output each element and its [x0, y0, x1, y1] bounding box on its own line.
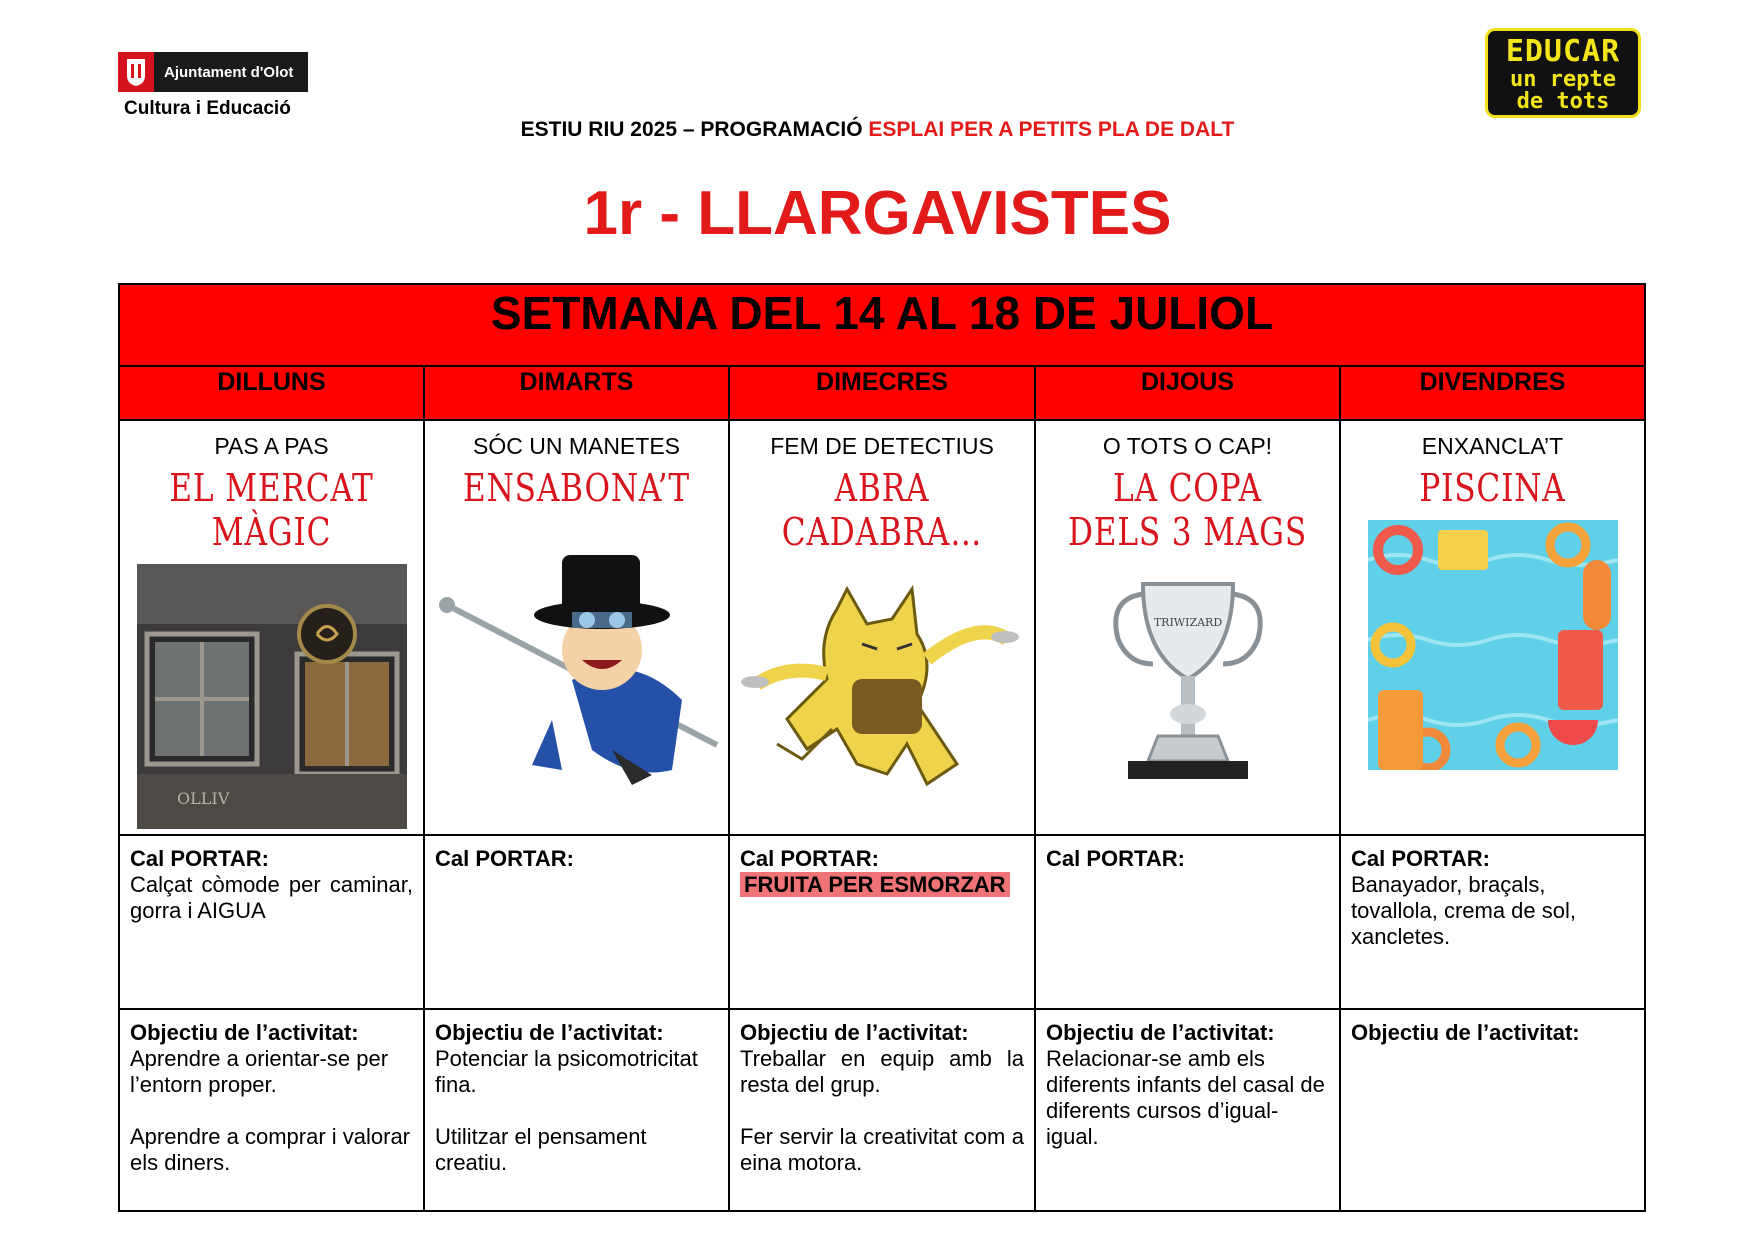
bring-text: Banayador, braçals, tovallola, crema de sol, xancletes. [1351, 872, 1576, 949]
objective-label: Objectiu de l’activitat: [435, 1020, 664, 1045]
objective-text: Aprendre a comprar i valorar els diners. [130, 1124, 411, 1175]
objective-label: Objectiu de l’activitat: [740, 1020, 969, 1045]
objective-label: Objectiu de l’activitat: [1351, 1020, 1580, 1045]
cup-engraving: TRIWIZARD [1153, 616, 1222, 629]
trophy-cup-icon [1036, 564, 1339, 799]
bring-cell [1340, 835, 1645, 1009]
objective-cell [1035, 1009, 1340, 1211]
objective-text: Fer servir la creativitat com a eina motora. [740, 1124, 1024, 1175]
activity-cell [424, 420, 729, 835]
crest-icon [118, 52, 154, 92]
bring-cell [424, 835, 729, 1009]
objective-cell [119, 1009, 424, 1211]
svg-text:OLLIV: OLLIV [176, 789, 229, 808]
educar-logo [1485, 28, 1641, 118]
day-header: DIMARTS [424, 366, 729, 420]
shop-window-icon [120, 564, 423, 834]
activity-theme: FEM DE DETECTIUS [770, 433, 994, 459]
educar-logo-line2: un repte [1510, 67, 1616, 92]
objective-text: Potenciar la psicomotricitat fina. [435, 1046, 698, 1097]
day-header: DILLUNS [119, 366, 424, 420]
bring-label: Cal PORTAR: [740, 846, 879, 871]
day-header: DIMECRES [729, 366, 1035, 420]
week-title: SETMANA DEL 14 AL 18 DE JULIOL [119, 284, 1645, 366]
activity-cell [1035, 420, 1340, 835]
objective-cell [1340, 1009, 1645, 1211]
activity-theme: SÓC UN MANETES [472, 433, 681, 459]
activity-theme: ENXANCLA’T [1421, 433, 1564, 459]
educar-logo-line1: EDUCAR [1505, 34, 1621, 69]
org-name: Ajuntament d'Olot [164, 63, 294, 81]
activity-name: LA COPA DELS 3 MAGS [1067, 466, 1308, 554]
educar-logo-line3: de tots [1516, 89, 1610, 114]
day-header: DIVENDRES [1340, 366, 1645, 420]
org-department: Cultura i Educació [124, 98, 291, 119]
bring-cell [119, 835, 424, 1009]
activity-name: EL MERCAT MÀGIC [169, 466, 374, 554]
day-header: DIJOUS [1035, 366, 1340, 420]
pool-floats-icon [1341, 520, 1644, 775]
activity-name: PISCINA [1419, 466, 1566, 510]
objective-text: Utilitzar el pensament creatiu. [435, 1124, 647, 1175]
bring-cell [1035, 835, 1340, 1009]
activity-name: ENSABONA’T [463, 466, 690, 510]
objective-text: Relacionar-se amb els diferents infants del casal de diferents cursos d’igual-igual. [1046, 1046, 1325, 1149]
program-subtitle [0, 118, 1755, 142]
activity-name: ABRA CADABRA… [781, 466, 983, 554]
subtitle-highlight: ESPLAI PER A PETITS PLA DE DALT [868, 118, 1235, 141]
bring-text: Calçat còmode per caminar, gorra i AIGUA [130, 872, 413, 923]
cartoon-boy-top-hat-icon [425, 520, 728, 795]
bring-label: Cal PORTAR: [1046, 846, 1185, 871]
activity-cell [729, 420, 1035, 835]
activity-cell [1340, 420, 1645, 835]
bring-label: Cal PORTAR: [435, 846, 574, 871]
subtitle-prefix: ESTIU RIU 2025 – PROGRAMACIÓ [520, 118, 869, 141]
ajuntament-logo [118, 52, 318, 120]
page-title: 1r - LLARGAVISTES [583, 179, 1172, 248]
bring-label: Cal PORTAR: [130, 846, 269, 871]
activity-theme: O TOTS O CAP! [1102, 433, 1273, 459]
bring-highlight: FRUITA PER ESMORZAR [740, 872, 1010, 897]
objective-cell [424, 1009, 729, 1211]
bring-cell [729, 835, 1035, 1009]
activity-theme: PAS A PAS [214, 433, 329, 459]
activity-cell [119, 420, 424, 835]
yellow-creature-icon [730, 564, 1034, 819]
objective-cell [729, 1009, 1035, 1211]
objective-text: Aprendre a orientar-se per l’entorn proper. [130, 1046, 389, 1097]
objective-text: Treballar en equip amb la resta del grup. [740, 1046, 1024, 1097]
weekly-schedule-table [118, 283, 1646, 1212]
objective-label: Objectiu de l’activitat: [130, 1020, 359, 1045]
bring-label: Cal PORTAR: [1351, 846, 1490, 871]
objective-label: Objectiu de l’activitat: [1046, 1020, 1275, 1045]
